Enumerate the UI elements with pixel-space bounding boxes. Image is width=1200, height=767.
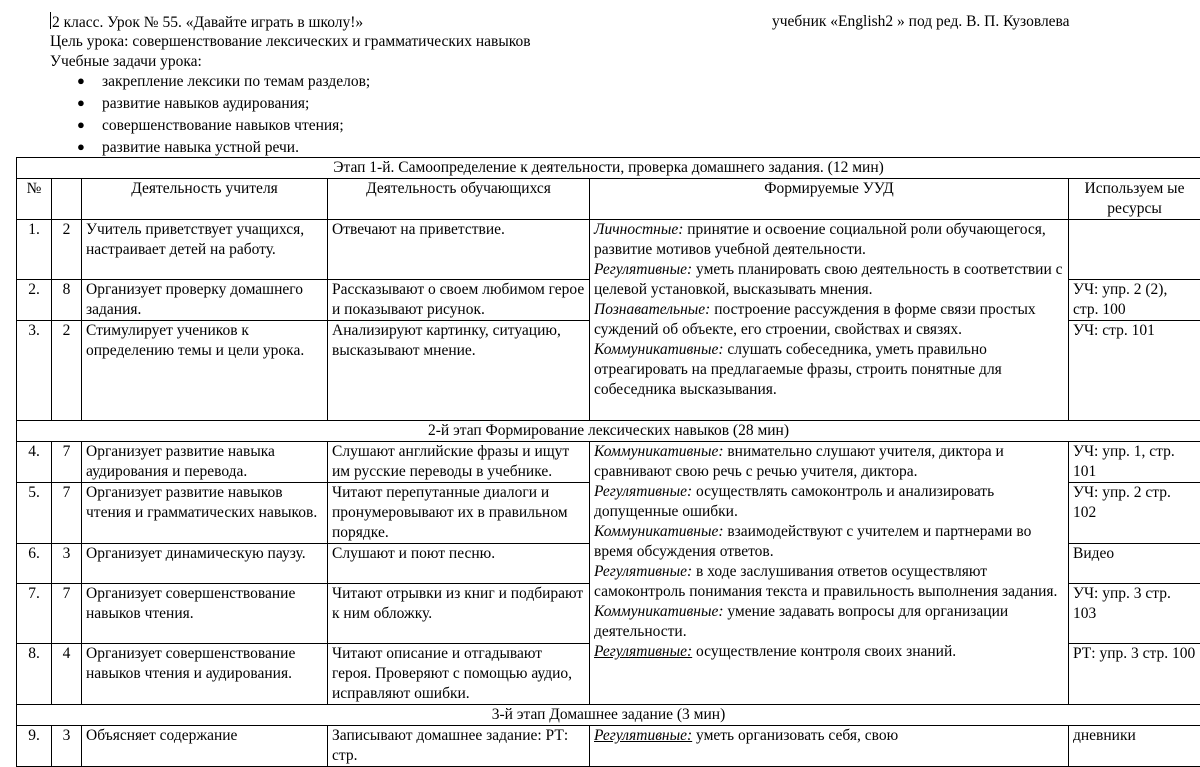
row-students: Читают перепутанные диалоги и пронумеровывают их в правильном порядке. — [328, 483, 590, 544]
row-min: 2 — [52, 220, 82, 280]
row-num: 5. — [17, 483, 52, 544]
row-teacher: Учитель приветствует учащихся, настраивает детей на работу. — [82, 220, 328, 280]
row-resources: УЧ: упр. 2 стр. 102 — [1069, 483, 1200, 544]
stage-1-header — [17, 158, 1200, 179]
textbook-reference: учебник «English2 » под ред. В. П. Кузовлева — [772, 12, 1070, 32]
row-num: 3. — [17, 321, 52, 421]
row-teacher: Организует совершенствование навыков чтения и аудирования. — [82, 644, 328, 705]
stage-1-uud: Личностные: принятие и освоение социальной роли обучающегося, развитие мотивов учебной деятельности. Регулятивные: уметь планировать свою деятельность в соответствии с целевой установкой, высказывать мнения. Познавательные: построение рассуждения в форме связи простых суждений об объекте, его строении, свойствах и связях. Коммуникативные: слушать собеседника, уметь правильно отреагировать на предлагаемые фразы, строить понятные для собеседника высказывания. — [590, 220, 1069, 421]
bullet-icon: ● — [77, 93, 85, 113]
row-students: Записывают домашнее задание: РТ: стр. — [328, 726, 590, 767]
col-min-header — [52, 179, 82, 220]
row-num: 1. — [17, 220, 52, 280]
col-students-header: Деятельность обучающихся — [328, 179, 590, 220]
tasks-list — [50, 72, 370, 160]
lesson-title: 2 класс. Урок № 55. «Давайте играть в школу!» — [50, 12, 363, 33]
row-min: 7 — [52, 442, 82, 483]
lesson-plan-table — [16, 157, 1200, 767]
column-headers — [17, 179, 1200, 220]
row-min: 3 — [52, 544, 82, 584]
text-cursor — [50, 12, 51, 29]
row-min: 7 — [52, 483, 82, 544]
row-min: 4 — [52, 644, 82, 705]
bullet-icon: ● — [77, 137, 85, 157]
row-min: 8 — [52, 280, 82, 321]
table-row — [17, 442, 1200, 483]
row-students: Рассказывают о своем любимом герое и показывают рисунок. — [328, 280, 590, 321]
stage-2-title: 2-й этап Формирование лексических навыков (28 мин) — [17, 421, 1200, 442]
row-teacher: Объясняет содержание — [82, 726, 328, 767]
row-min: 7 — [52, 584, 82, 644]
row-teacher: Организует динамическую паузу. — [82, 544, 328, 584]
stage-2-uud: Коммуникативные: внимательно слушают учителя, диктора и сравнивают свою речь с речью учителя, диктора. Регулятивные: осуществлять самоконтроль и анализировать допущенные ошибки. Коммуникативные: взаимодействуют с учителем и партнерами во время обсуждения ответов. Регулятивные: в ходе заслушивания ответов осуществляют самоконтроль понимания текста и правильность выполнения задания. Коммуникативные: умение задавать вопросы для организации деятельности. Регулятивные: осуществление контроля своих знаний. — [590, 442, 1069, 705]
row-resources: РТ: упр. 3 стр. 100 — [1069, 644, 1200, 705]
col-resources-header: Используем ые ресурсы — [1069, 179, 1200, 220]
row-students: Анализируют картинку, ситуацию, высказывают мнение. — [328, 321, 590, 421]
row-resources: УЧ: упр. 1, стр. 101 — [1069, 442, 1200, 483]
row-students: Отвечают на приветствие. — [328, 220, 590, 280]
stage-3-title: 3-й этап Домашнее задание (3 мин) — [17, 705, 1200, 726]
stage-2-header — [17, 421, 1200, 442]
row-resources: УЧ: упр. 2 (2), стр. 100 — [1069, 280, 1200, 321]
row-num: 6. — [17, 544, 52, 584]
row-students: Слушают и поют песню. — [328, 544, 590, 584]
list-item: ● совершенствование навыков чтения; — [50, 116, 370, 138]
row-teacher: Организует совершенствование навыков чтения. — [82, 584, 328, 644]
row-num: 7. — [17, 584, 52, 644]
row-num: 9. — [17, 726, 52, 767]
row-teacher: Стимулирует учеников к определению темы и цели урока. — [82, 321, 328, 421]
row-teacher: Организует проверку домашнего задания. — [82, 280, 328, 321]
row-min: 3 — [52, 726, 82, 767]
row-resources — [1069, 220, 1200, 280]
list-item: ● закрепление лексики по темам разделов; — [50, 72, 370, 94]
row-num: 8. — [17, 644, 52, 705]
list-item: ● развитие навыка устной речи. — [50, 138, 370, 160]
row-students: Читают описание и отгадывают героя. Проверяют с помощью аудио, исправляют ошибки. — [328, 644, 590, 705]
row-resources: УЧ: упр. 3 стр. 103 — [1069, 584, 1200, 644]
table-row — [17, 220, 1200, 280]
row-num: 2. — [17, 280, 52, 321]
table-row — [17, 726, 1200, 767]
row-resources: дневники — [1069, 726, 1200, 767]
bullet-icon: ● — [77, 115, 85, 135]
row-num: 4. — [17, 442, 52, 483]
lesson-goal: Цель урока: совершенствование лексических и грамматических навыков — [50, 32, 531, 52]
stage-3-header — [17, 705, 1200, 726]
tasks-label: Учебные задачи урока: — [50, 52, 202, 72]
row-teacher: Организует развитие навыков чтения и грамматических навыков. — [82, 483, 328, 544]
row-min: 2 — [52, 321, 82, 421]
col-teacher-header: Деятельность учителя — [82, 179, 328, 220]
list-item: ● развитие навыков аудирования; — [50, 94, 370, 116]
row-resources: УЧ: стр. 101 — [1069, 321, 1200, 421]
col-uud-header: Формируемые УУД — [590, 179, 1069, 220]
row-uud: Регулятивные: уметь организовать себя, свою — [590, 726, 1069, 767]
bullet-icon: ● — [77, 71, 85, 91]
row-resources: Видео — [1069, 544, 1200, 584]
col-num-header: № — [17, 179, 52, 220]
row-students: Читают отрывки из книг и подбирают к ним обложку. — [328, 584, 590, 644]
row-students: Слушают английские фразы и ищут им русские переводы в учебнике. — [328, 442, 590, 483]
row-teacher: Организует развитие навыка аудирования и перевода. — [82, 442, 328, 483]
stage-1-title: Этап 1-й. Самоопределение к деятельности, проверка домашнего задания. (12 мин) — [17, 158, 1200, 179]
